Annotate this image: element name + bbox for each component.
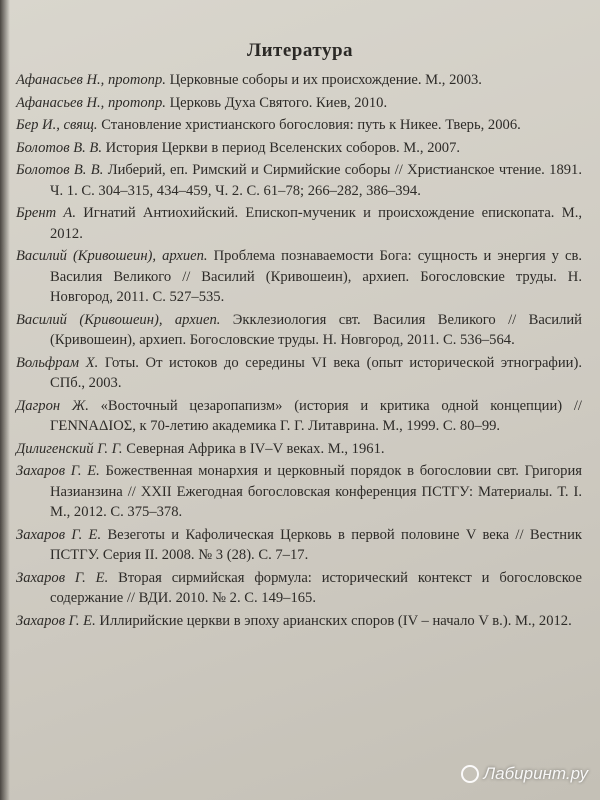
watermark-text: Лабиринт.ру <box>483 764 588 783</box>
reference-author: Василий (Кривошеин), архиеп. <box>16 248 208 264</box>
reference-item <box>16 203 582 244</box>
reference-item <box>16 439 582 460</box>
reference-text: Церковные соборы и их происхождение. М., 2003. <box>165 72 482 88</box>
reference-text: Божественная монархия и церковный порядок в богословии свт. Григория Назианзина // XXII Ежегодная богословская конференция ПСТГУ: Материалы. Т. I. М., 2012. С. 375–378. <box>50 463 582 520</box>
watermark <box>461 764 588 784</box>
reference-item <box>16 611 582 632</box>
reference-author: Дилигенский Г. Г. <box>16 440 123 457</box>
reference-item <box>16 70 582 91</box>
labyrinth-logo-icon <box>461 765 479 783</box>
reference-text: Становление христианского богословия: путь к Никее. Тверь, 2006. <box>97 117 521 133</box>
reference-author: Афанасьев Н., протопр. <box>16 72 166 88</box>
reference-item <box>16 138 582 159</box>
reference-text: Проблема познаваемости Бога: сущность и энергия у св. Василия Великого // Василий (Кривошеин), архиеп. Богословские труды. Н. Новгород, 2011. С. 527–535. <box>50 248 582 305</box>
reference-text: Либерий, еп. Римский и Сирмийские соборы // Христианское чтение. 1891. Ч. 1. С. 304–315, 434–459, Ч. 2. С. 61–78; 266–282, 386–394. <box>50 162 582 199</box>
reference-item <box>16 310 582 351</box>
reference-item <box>16 93 582 114</box>
page-shadow-edge <box>0 0 10 800</box>
reference-author: Афанасьев Н., протопр. <box>16 94 166 111</box>
reference-item <box>16 396 582 437</box>
reference-item <box>16 115 582 136</box>
reference-author: Василий (Кривошеин), архиеп. <box>16 311 221 328</box>
reference-item <box>16 525 582 566</box>
reference-text: Церковь Духа Святого. Киев, 2010. <box>165 94 388 111</box>
reference-author: Бер И., свящ. <box>16 117 98 133</box>
reference-item <box>16 353 582 394</box>
reference-text: Северная Африка в IV–V веках. М., 1961. <box>122 440 385 457</box>
reference-text: Игнатий Антиохийский. Епископ-мученик и происхождение епископата. М., 2012. <box>50 205 582 242</box>
reference-text: «Восточный цезаропапизм» (история и критика одной концепции) // ΓΕΝΝΑΔΙΟΣ, к 70-летию академика Г. Г. Литаврина. М., 1999. С. 80–99. <box>50 397 582 434</box>
reference-text: Готы. От истоков до середины VI века (опыт исторической этнографии). СПб., 2003. <box>50 354 582 391</box>
reference-author: Захаров Г. Е. <box>16 526 102 543</box>
reference-list <box>16 70 582 633</box>
reference-author: Захаров Г. Е. <box>16 569 109 586</box>
page-heading: Литература <box>246 40 354 61</box>
reference-item <box>16 246 582 308</box>
reference-item <box>16 461 582 523</box>
reference-text: Иллирийские церкви в эпоху арианских споров (IV – начало V в.). М., 2012. <box>95 612 572 629</box>
reference-text: Экклезиология свт. Василия Великого // Василий (Кривошеин), архиеп. Богословские труды. Н. Новгород, 2011. С. 536–564. <box>50 311 582 348</box>
reference-author: Брент А. <box>16 205 76 221</box>
reference-author: Вольфрам Х. <box>16 354 99 371</box>
reference-author: Дагрон Ж. <box>16 397 89 414</box>
reference-author: Захаров Г. Е. <box>16 612 96 629</box>
reference-author: Захаров Г. Е. <box>16 463 100 479</box>
reference-author: Болотов В. В. <box>16 139 102 156</box>
reference-item <box>16 568 582 609</box>
reference-item <box>16 160 582 201</box>
reference-text: История Церкви в период Вселенских соборов. М., 2007. <box>101 139 461 156</box>
reference-author: Болотов В. В. <box>16 162 104 178</box>
reference-text: Везеготы и Кафолическая Церковь в первой половине V века // Вестник ПСТГУ. Серия II. 2008. № 3 (28). С. 7–17. <box>50 526 582 563</box>
reference-text: Вторая сирмийская формула: исторический контекст и богословское содержание // ВДИ. 2010. № 2. С. 149–165. <box>50 569 582 606</box>
